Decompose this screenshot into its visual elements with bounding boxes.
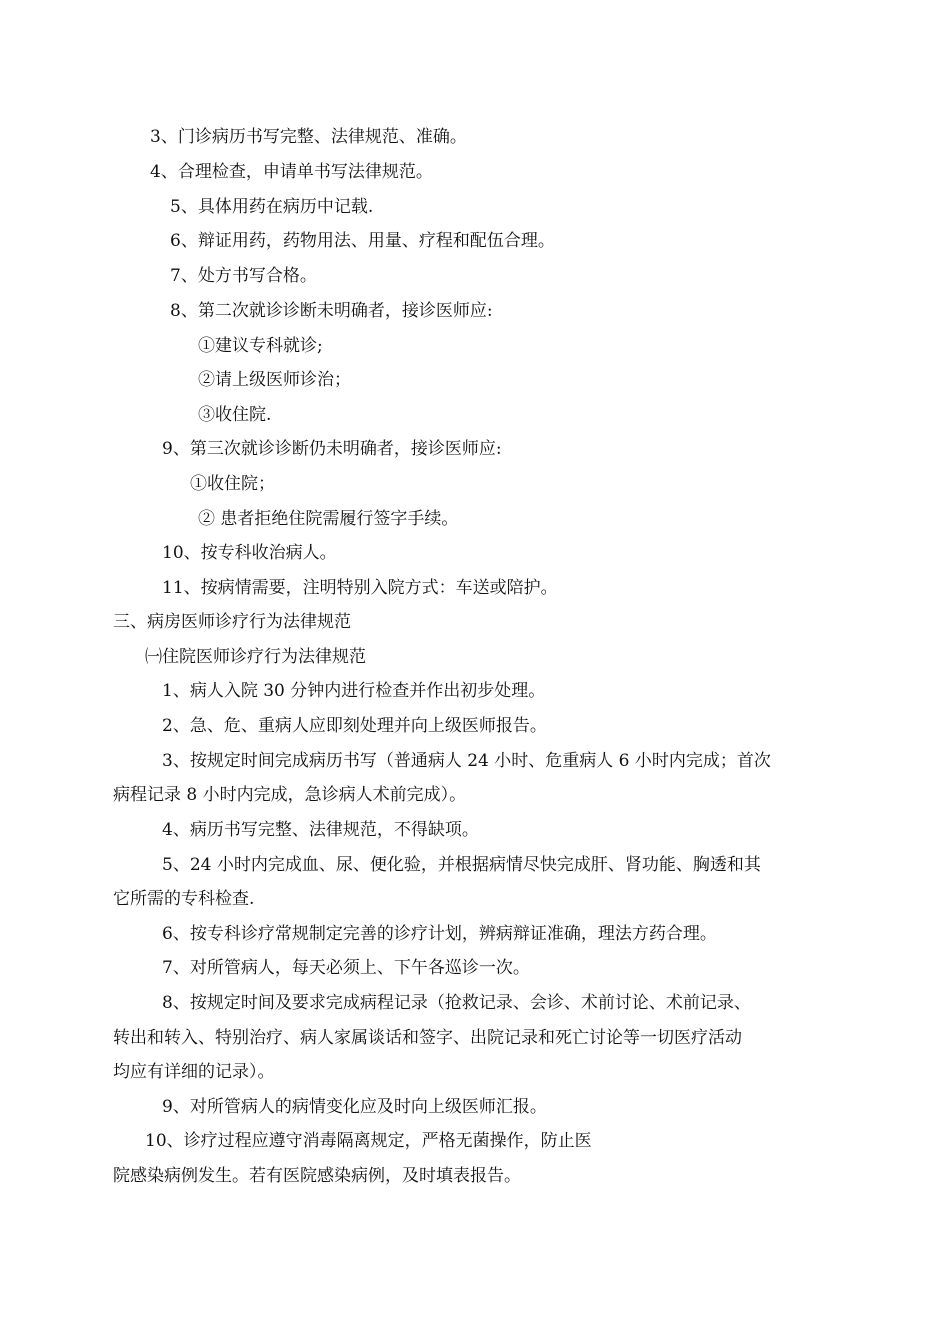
ward-item-3-line-1: 3、按规定时间完成病历书写（普通病人 24 小时、危重病人 6 小时内完成；首次 — [162, 751, 771, 771]
ward-item-5-line-1: 5、24 小时内完成血、尿、便化验，并根据病情尽快完成肝、肾功能、胸透和其 — [162, 855, 761, 875]
ward-item-8-line-2: 转出和转入、特别治疗、病人家属谈话和签字、出院记录和死亡讨论等一切医疗活动 — [113, 1028, 742, 1048]
outpatient-item-6: 6、辩证用药，药物用法、用量、疗程和配伍合理。 — [170, 231, 555, 251]
ward-item-10-line-1: 10、诊疗过程应遵守消毒隔离规定，严格无菌操作，防止医 — [145, 1131, 592, 1151]
ward-item-8-line-3: 均应有详细的记录）。 — [113, 1062, 275, 1082]
outpatient-item-5: 5、具体用药在病历中记载. — [170, 197, 374, 217]
ward-item-7: 7、对所管病人，每天必须上、下午各巡诊一次。 — [162, 958, 530, 978]
ward-item-4: 4、病历书写完整、法律规范，不得缺项。 — [162, 820, 479, 840]
outpatient-item-9-sub-2: ② 患者拒绝住院需履行签字手续。 — [198, 509, 459, 529]
ward-item-10-line-2: 院感染病例发生。若有医院感染病例，及时填表报告。 — [113, 1166, 521, 1186]
outpatient-item-11: 11、按病情需要，注明特别入院方式：车送或陪护。 — [162, 578, 558, 598]
outpatient-item-10: 10、按专科收治病人。 — [162, 543, 337, 563]
outpatient-item-8-sub-2: ②请上级医师诊治； — [198, 370, 351, 390]
ward-item-9: 9、对所管病人的病情变化应及时向上级医师汇报。 — [162, 1097, 547, 1117]
outpatient-item-7: 7、处方书写合格。 — [170, 266, 317, 286]
ward-item-6: 6、按专科诊疗常规制定完善的诊疗计划，辨病辩证准确，理法方药合理。 — [162, 924, 717, 944]
ward-item-8-line-1: 8、按规定时间及要求完成病程记录（抢救记录、会诊、术前讨论、术前记录、 — [162, 993, 751, 1013]
subsection-heading: ㈠住院医师诊疗行为法律规范 — [145, 647, 366, 667]
outpatient-item-3: 3、门诊病历书写完整、法律规范、准确。 — [150, 127, 467, 147]
outpatient-item-8: 8、第二次就诊诊断未明确者，接诊医师应: — [170, 301, 493, 321]
section-heading: 三、病房医师诊疗行为法律规范 — [113, 612, 351, 632]
outpatient-item-8-sub-1: ①建议专科就诊; — [198, 336, 323, 356]
ward-item-3-line-2: 病程记录 8 小时内完成，急诊病人术前完成）。 — [113, 785, 467, 805]
outpatient-item-9: 9、第三次就诊诊断仍未明确者，接诊医师应: — [162, 439, 502, 459]
ward-item-1: 1、病人入院 30 分钟内进行检查并作出初步处理。 — [162, 681, 546, 701]
outpatient-item-4: 4、合理检查，申请单书写法律规范。 — [150, 162, 433, 182]
outpatient-item-9-sub-1: ①收住院； — [190, 474, 275, 494]
ward-item-2: 2、急、危、重病人应即刻处理并向上级医师报告。 — [162, 716, 547, 736]
outpatient-item-8-sub-3: ③收住院. — [198, 405, 272, 425]
ward-item-5-line-2: 它所需的专科检查. — [113, 889, 255, 909]
